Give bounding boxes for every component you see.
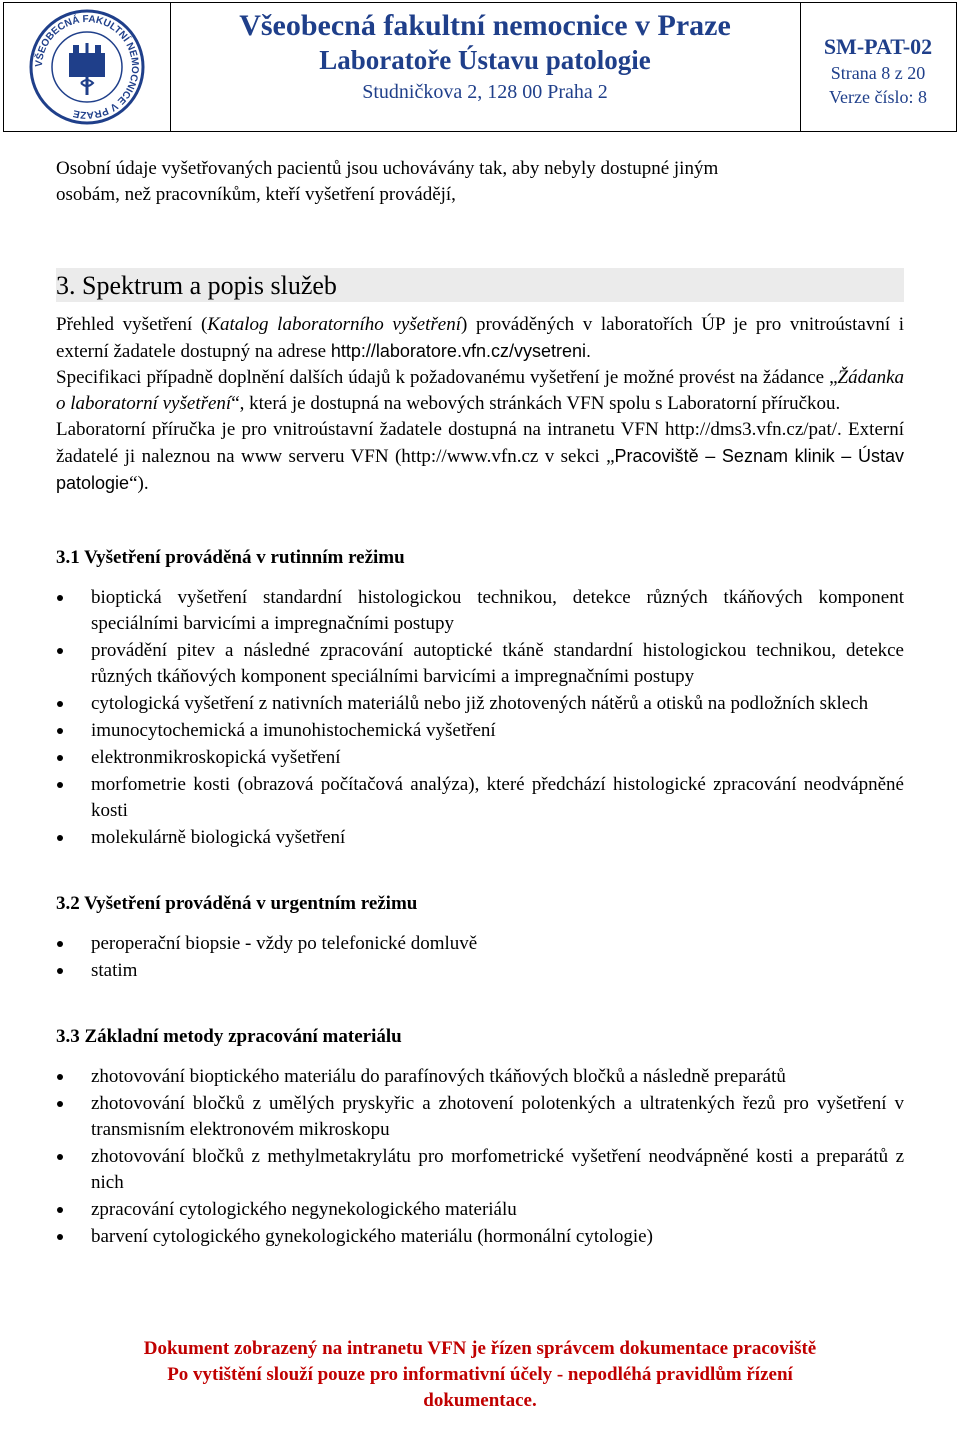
list-item — [56, 691, 904, 717]
document-code: SM-PAT-02 — [823, 34, 933, 59]
list-item — [56, 1091, 904, 1143]
header-title-cell — [170, 3, 801, 131]
bullet-icon — [57, 941, 63, 947]
department-name: Laboratoře Ústavu patologie — [319, 45, 651, 75]
hospital-name: Všeobecná fakultní nemocnice v Praze — [239, 9, 731, 42]
item-text: zhotovování bločků z methylmetakrylátu pro morfometrické vyšetření neodvápněné kosti a preparátů z nich — [91, 1146, 904, 1193]
section-3-heading: 3. Spektrum a popis služeb — [56, 268, 904, 302]
section-3-1-heading: 3.1 Vyšetření prováděná v rutinním režimu — [56, 547, 405, 568]
item-text: zhotovování bločků z umělých pryskyřic a zhotovení polotenkých a ultratenkých řezů pro vyšetření v transmisním elektronovém mikroskopu — [91, 1093, 904, 1140]
list-item — [56, 772, 904, 824]
urgent-exams-list — [56, 931, 904, 984]
page-content — [56, 156, 904, 1251]
item-text: imunocytochemická a imunohistochemická vyšetření — [91, 720, 496, 741]
item-text: provádění pitev a následné zpracování autoptické tkáně standardní histologickou technikou, detekce různých tkáňových komponent speciálními barvicími a impregnačními postupy — [91, 640, 904, 687]
list-item — [56, 1064, 904, 1090]
text: Laboratorní příručka je pro vnitroústavní žadatele dostupná na intranetu VFN http://dms3.vfn.cz/pat/. Externí žadatelé ji naleznou na www serveru VFN (http://www.vfn.cz v sekci „ — [56, 419, 904, 467]
section-3-paragraph-2 — [56, 365, 904, 417]
bullet-icon — [57, 595, 63, 601]
header-meta-cell — [800, 3, 956, 131]
list-item — [56, 718, 904, 744]
bullet-icon — [57, 755, 63, 761]
bullet-icon — [57, 1207, 63, 1213]
text: Přehled vyšetření ( — [56, 314, 208, 335]
list-item — [56, 1224, 904, 1250]
item-text: elektronmikroskopická vyšetření — [91, 747, 341, 768]
intro-line-2: osobám, než pracovníkům, kteří vyšetření provádějí, — [56, 184, 456, 205]
bullet-icon — [57, 1234, 63, 1240]
logo-cell — [4, 3, 171, 131]
version-number: Verze číslo: 8 — [829, 87, 927, 107]
section-3-3-heading: 3.3 Základní metody zpracování materiálu — [56, 1026, 402, 1047]
request-form-title: Žádanka o laboratorní vyšetření — [56, 367, 904, 414]
catalog-url[interactable]: http://laboratore.vfn.cz/vysetreni. — [330, 341, 591, 361]
address: Studničkova 2, 128 00 Praha 2 — [362, 81, 608, 103]
list-item — [56, 825, 904, 851]
footer-line-1: Dokument zobrazený na intranetu VFN je řízen správcem dokumentace pracoviště — [143, 1338, 817, 1359]
text: “). — [129, 473, 149, 494]
seal-ring-text: VŠEOBECNÁ FAKULTNÍ NEMOCNICE V PRAZE — [33, 13, 141, 121]
catalog-title: Katalog laboratorního vyšetření — [207, 314, 462, 335]
footer-line-3: dokumentace. — [423, 1390, 537, 1411]
item-text: statim — [91, 960, 138, 981]
footer-line-2: Po vytištění slouží pouze pro informativní účely - nepodléhá pravidlům řízení — [167, 1364, 793, 1385]
list-item — [56, 585, 904, 637]
bullet-icon — [57, 835, 63, 841]
item-text: cytologická vyšetření z nativních materiálů nebo již zhotovených nátěrů a otisků na podložních sklech — [91, 693, 869, 714]
list-item — [56, 745, 904, 771]
section-3-paragraph-3 — [56, 417, 904, 497]
item-text: barvení cytologického gynekologického materiálu (hormonální cytologie) — [91, 1226, 653, 1247]
hospital-seal-icon — [23, 7, 151, 127]
bullet-icon — [57, 1074, 63, 1080]
list-item — [56, 931, 904, 957]
bullet-icon — [57, 782, 63, 788]
document-footer — [0, 1336, 960, 1414]
bullet-icon — [57, 648, 63, 654]
bullet-icon — [57, 1154, 63, 1160]
processing-methods-list — [56, 1064, 904, 1250]
list-item — [56, 1197, 904, 1223]
intro-paragraph — [56, 156, 904, 208]
list-item — [56, 958, 904, 984]
section-3-paragraph-1 — [56, 312, 904, 365]
list-item — [56, 1144, 904, 1196]
item-text: zpracování cytologického negynekologického materiálu — [91, 1199, 517, 1220]
document-header — [3, 2, 957, 132]
text: ) prováděných v laboratořích ÚP je pro vnitroústavní i externí žadatele dostupný na adrese — [56, 314, 905, 362]
routine-exams-list — [56, 585, 904, 851]
item-text: bioptická vyšetření standardní histologickou technikou, detekce různých tkáňových komponent speciálními barvicími a impregnačními postupy — [91, 587, 904, 634]
bullet-icon — [57, 968, 63, 974]
bullet-icon — [57, 701, 63, 707]
text: Specifikaci případně doplnění dalších údajů k požadovanému vyšetření je možné provést na žádance „ — [56, 367, 838, 388]
list-item — [56, 638, 904, 690]
bullet-icon — [57, 728, 63, 734]
item-text: molekulárně biologická vyšetření — [91, 827, 346, 848]
text: “, která je dostupná na webových stránkách VFN spolu s Laboratorní příručkou. — [231, 393, 841, 414]
item-text: zhotovování bioptického materiálu do parafínových tkáňových bločků a následně preparátů — [91, 1066, 786, 1087]
menu-path: Pracoviště – Seznam klinik – Ústav patologie — [56, 446, 905, 493]
bullet-icon — [57, 1101, 63, 1107]
section-3-2-heading: 3.2 Vyšetření prováděná v urgentním režimu — [56, 893, 418, 914]
intro-line-1: Osobní údaje vyšetřovaných pacientů jsou uchovávány tak, aby nebyly dostupné jiným — [56, 158, 719, 179]
page-number: Strana 8 z 20 — [830, 63, 926, 83]
item-text: morfometrie kosti (obrazová počítačová analýza), které předchází histologické zpracování neodvápněné kosti — [91, 774, 904, 821]
item-text: peroperační biopsie - vždy po telefonické domluvě — [91, 933, 478, 954]
